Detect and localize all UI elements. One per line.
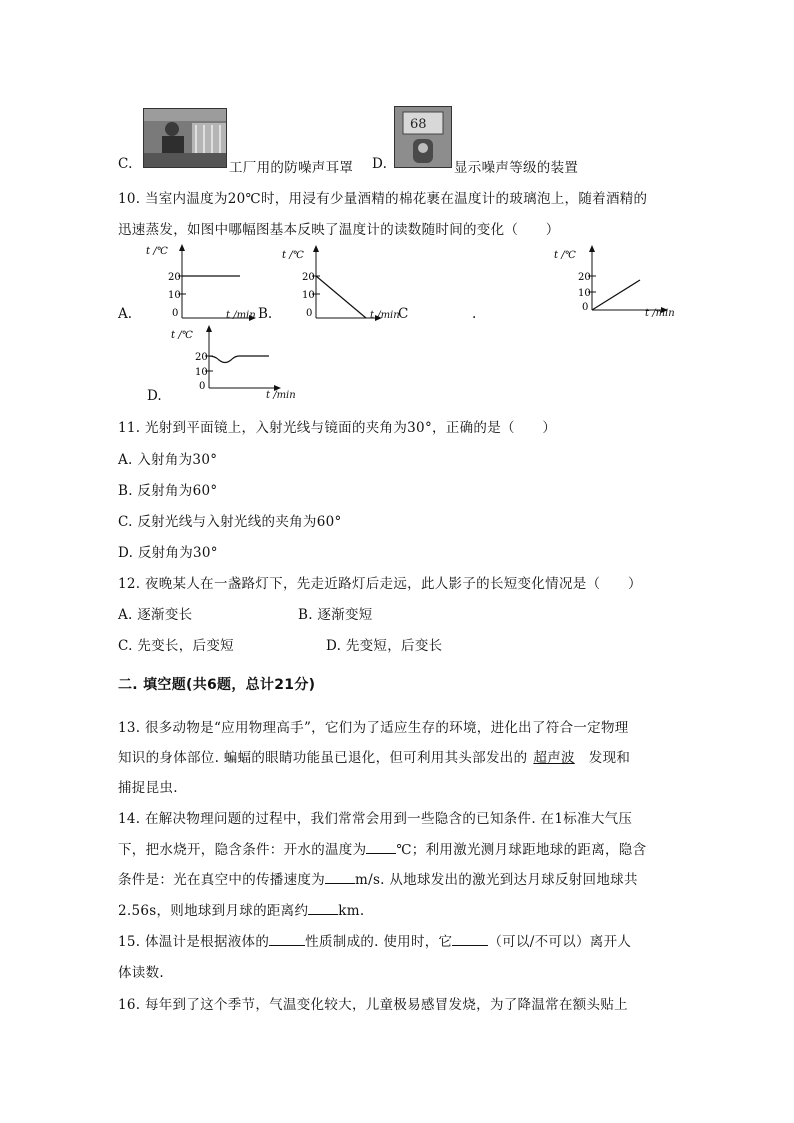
graph-a-x-label: t /min [226, 310, 256, 321]
q13-line2 [118, 746, 630, 766]
earmuff-factory-photo [143, 108, 227, 168]
noise-meter-image [395, 107, 451, 167]
q11-option-c: C. 反射光线与入射光线的夹角为60° [118, 514, 342, 530]
graph-b-x-label: t /min [370, 310, 400, 321]
noise-reading: 68 [410, 117, 427, 132]
graph-c-curve [592, 280, 640, 310]
q14-line2-end: ℃；利用激光测月球距地球的距离，隐含 [396, 842, 647, 858]
option-c-caption: 工厂用的防噪声耳罩 [229, 160, 354, 176]
q13-line2-text: 知识的身体部位. 蝙蝠的眼睛功能虽已退化，但可利用其头部发出的 [118, 750, 528, 766]
graph-a-y-label: t /℃ [146, 246, 168, 257]
graph-a-letter: A. [118, 306, 133, 322]
graph-a-tick-0: 0 [172, 308, 179, 319]
q15-line1-text: 15. 体温计是根据液体的 [118, 934, 270, 950]
noise-meter-photo [394, 106, 452, 168]
q11-option-d: D. 反射角为30° [118, 545, 218, 561]
q14-line1: 14. 在解决物理问题的过程中，我们常常会用到一些隐含的已知条件. 在1标准大气压 [118, 811, 633, 827]
q13-line1: 13. 很多动物是“应用物理高手”，它们为了适应生存的环境，进化出了符合一定物理 [118, 720, 629, 736]
q14-line3-end: m/s. 从地球发出的激光到达月球反射回地球共 [355, 872, 638, 888]
graph-a-tick-20: 20 [168, 272, 181, 283]
q12-option-b: B. 逐渐变短 [298, 607, 373, 623]
q11-stem: 11. 光射到平面镜上，入射光线与镜面的夹角为30°，正确的是（ ） [118, 420, 557, 436]
stray-dot: . [472, 306, 477, 322]
graph-b-tick-20: 20 [302, 272, 315, 283]
q14-line4-end: km. [338, 903, 365, 919]
q15-line1-end: （可以/不可以）离开人 [488, 934, 632, 950]
section-title: 二. 填空题(共6题，总计21分) [118, 677, 316, 693]
q10-stem-line1: 10. 当室内温度为20℃时，用浸有少量酒精的棉花裹在温度计的玻璃泡上，随着酒精的 [118, 191, 648, 207]
q10-stem-line2: 迅速蒸发，如图中哪幅图基本反映了温度计的读数随时间的变化（ ） [118, 222, 560, 238]
graph-b-letter: B. [258, 306, 273, 322]
graph-d-letter: D. [147, 388, 162, 404]
q15-line1 [118, 930, 631, 950]
graph-d-tick-0: 0 [199, 381, 206, 392]
graph-b-tick-10: 10 [302, 290, 315, 301]
light-speed-blank[interactable] [325, 871, 355, 884]
graph-c-tick-0: 0 [582, 302, 589, 313]
factory-photo-image [144, 109, 226, 167]
q14-line2-text: 下，把水烧开，隐含条件：开水的温度为 [118, 842, 367, 858]
option-d-letter: D. [372, 156, 388, 172]
q13-answer: 超声波 [533, 750, 575, 766]
q13-line2-end: 发现和 [588, 750, 631, 766]
boiling-temp-blank[interactable] [366, 841, 396, 854]
graph-c-y-label: t /℃ [554, 250, 576, 261]
q11-option-a: A. 入射角为30° [118, 452, 218, 468]
q12-option-d: D. 先变短，后变长 [326, 638, 443, 654]
graph-b-curve [316, 276, 366, 318]
option-c-letter: C. [118, 156, 133, 172]
graph-d-y-label: t /℃ [171, 330, 193, 341]
graph-c-letter: C [398, 306, 409, 322]
graph-d-tick-10: 10 [195, 367, 208, 378]
graph-c-tick-20: 20 [578, 272, 591, 283]
graph-d-tick-20: 20 [195, 352, 208, 363]
q11-option-b: B. 反射角为60° [118, 483, 218, 499]
graph-c-x-label: t /min [645, 308, 675, 319]
q14-line3 [118, 868, 638, 888]
q15-line1-mid: 性质制成的. 使用时，它 [305, 934, 453, 950]
option-d-caption: 显示噪声等级的装置 [454, 160, 579, 176]
q12-option-a: A. 逐渐变长 [118, 607, 193, 623]
q14-line3-text: 条件是：光在真空中的传播速度为 [118, 872, 325, 888]
graph-b-y-label: t /℃ [282, 250, 304, 261]
graph-a-tick-10: 10 [168, 290, 181, 301]
graph-b-tick-0: 0 [306, 308, 313, 319]
graph-d-x-label: t /min [266, 390, 296, 401]
q13-line3: 捕捉昆虫. [118, 780, 178, 796]
graph-d-curve [209, 356, 269, 363]
moon-distance-blank[interactable] [308, 902, 338, 915]
q12-option-c: C. 先变长，后变短 [118, 638, 234, 654]
can-leave-body-blank[interactable] [452, 933, 488, 946]
q14-line2 [118, 838, 646, 858]
graph-c-tick-10: 10 [578, 288, 591, 299]
q15-line2: 体读数. [118, 965, 164, 981]
q14-line4 [118, 899, 364, 919]
q16-line1: 16. 每年到了这个季节，气温变化较大，儿童极易感冒发烧，为了降温常在额头贴上 [118, 997, 628, 1013]
q12-stem: 12. 夜晚某人在一盏路灯下，先走近路灯后走远，此人影子的长短变化情况是（ ） [118, 576, 642, 592]
thermometer-property-blank[interactable] [269, 933, 305, 946]
q14-line4-text: 2.56s，则地球到月球的距离约 [118, 903, 309, 919]
